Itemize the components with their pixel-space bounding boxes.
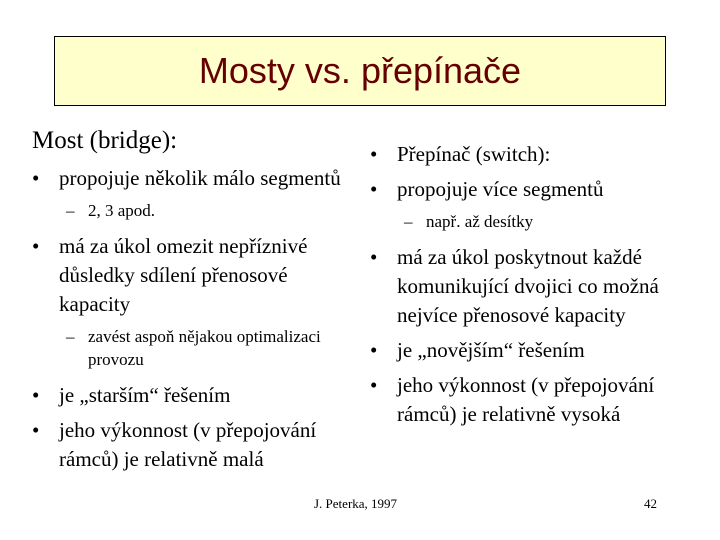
bullet-text: je „starším“ řešením xyxy=(59,383,231,407)
bullet-text: propojuje několik málo segmentů xyxy=(59,166,341,190)
right-heading-item xyxy=(370,140,670,169)
bullet-icon: • xyxy=(370,177,378,201)
dash-icon: – xyxy=(404,212,413,231)
bullet-icon: • xyxy=(370,373,378,397)
bullet-icon: • xyxy=(32,166,40,190)
right-bullet-3 xyxy=(370,336,670,365)
right-heading: Přepínač (switch): xyxy=(397,142,551,166)
slide-title: Mosty vs. přepínače xyxy=(198,50,522,91)
left-sub-1 xyxy=(66,199,362,222)
bullet-icon: • xyxy=(370,142,378,166)
left-sub-2 xyxy=(66,325,362,371)
bullet-icon: • xyxy=(370,245,378,269)
page-number: 42 xyxy=(644,496,657,511)
right-bullet-2 xyxy=(370,243,670,330)
left-bullet-4 xyxy=(32,416,362,474)
bullet-text: je „novějším“ řešením xyxy=(397,338,585,362)
left-bullet-1 xyxy=(32,164,362,193)
sub-text: např. až desítky xyxy=(426,212,534,231)
dash-icon: – xyxy=(66,201,75,220)
right-column xyxy=(370,140,670,435)
bullet-icon: • xyxy=(32,383,40,407)
title-box xyxy=(54,36,666,106)
left-column xyxy=(32,126,362,480)
bullet-text: jeho výkonnost (v přepojování rámců) je relativně vysoká xyxy=(397,373,655,426)
left-bullet-3 xyxy=(32,381,362,410)
left-bullet-2 xyxy=(32,232,362,319)
dash-icon: – xyxy=(66,327,75,346)
right-bullet-1 xyxy=(370,175,670,204)
bullet-text: jeho výkonnost (v přepojování rámců) je relativně malá xyxy=(59,418,317,471)
bullet-icon: • xyxy=(32,418,40,442)
sub-text: 2, 3 apod. xyxy=(88,201,156,220)
left-heading: Most (bridge): xyxy=(32,127,178,154)
bullet-text: má za úkol omezit nepříznivé důsledky sdílení přenosové kapacity xyxy=(59,234,308,316)
sub-text: zavést aspoň nějakou optimalizaci provozu xyxy=(88,327,321,369)
footer-author: J. Peterka, 1997 xyxy=(314,496,398,511)
right-bullet-4 xyxy=(370,371,670,429)
bullet-text: má za úkol poskytnout každé komunikující dvojici co možná nejvíce přenosové kapacity xyxy=(397,245,659,327)
bullet-icon: • xyxy=(370,338,378,362)
bullet-icon: • xyxy=(32,234,40,258)
right-sub-1 xyxy=(404,210,670,233)
bullet-text: propojuje více segmentů xyxy=(397,177,604,201)
